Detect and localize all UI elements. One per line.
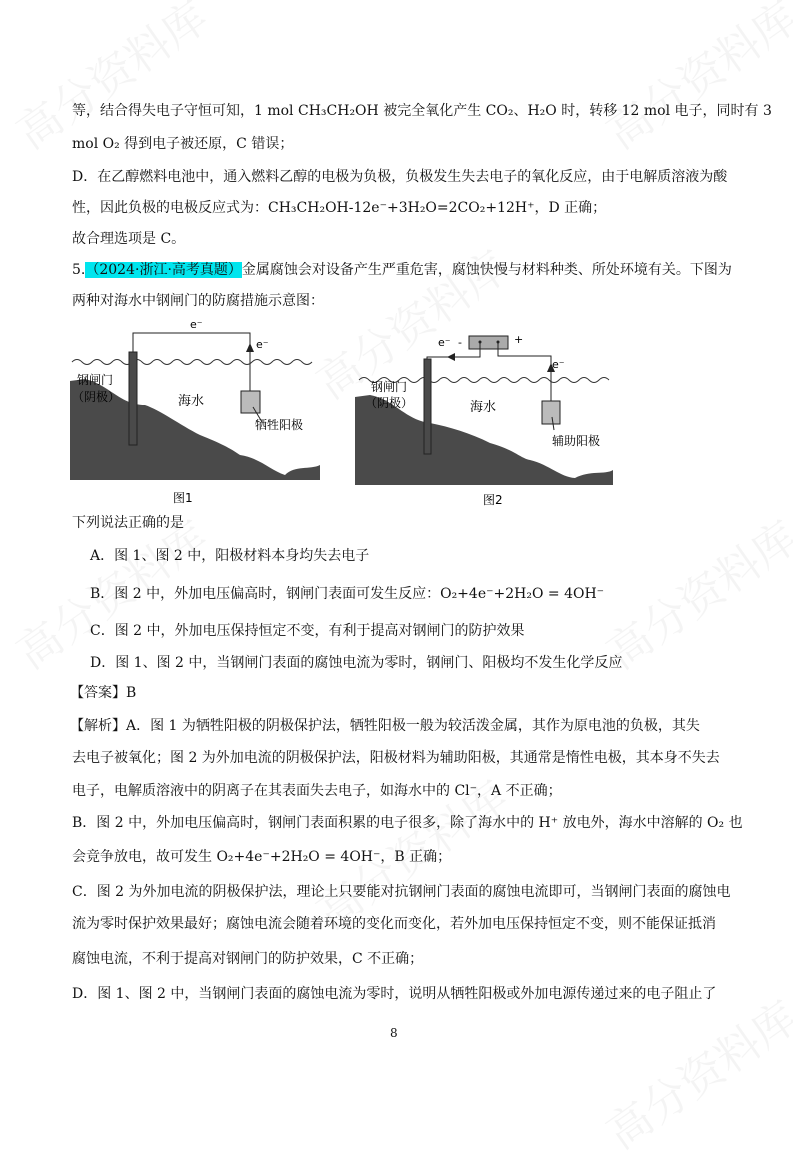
electron-label: e⁻ [256, 338, 269, 351]
option-b: B．图 2 中，外加电压偏高时，钢闸门表面可发生反应：O₂+4e⁻+2H₂O = 4OH⁻ [90, 586, 605, 602]
plus-label: + [514, 333, 524, 346]
option-a: A．图 1、图 2 中，阳极材料本身均失去电子 [90, 548, 370, 564]
electron-label: e⁻ [552, 358, 565, 371]
gate-label: 钢闸门 [77, 373, 114, 387]
analysis-line: D．图 1、图 2 中，当钢闸门表面的腐蚀电流为零时，说明从牺牲阳极或外加电源传递过来的电子阻止了 [72, 986, 717, 1002]
gate-label: 钢闸门 [371, 380, 408, 394]
text-line: 故合理选项是 C。 [72, 231, 186, 247]
figure-2 [355, 315, 615, 515]
figure-caption: 图2 [483, 493, 503, 507]
gate-label: （阴极） [365, 396, 414, 410]
gate-label: （阴极） [72, 390, 121, 404]
question-stem [72, 260, 732, 280]
text-line: 等，结合得失电子守恒可知，1 mol CH₃CH₂OH 被完全氧化产生 CO₂、H₂O 时，转移 12 mol 电子，同时有 3 [72, 103, 772, 119]
watermark [592, 0, 793, 161]
minus-label: - [458, 336, 462, 349]
text-line: D．在乙醇燃料电池中，通入燃料乙醇的电极为负极，负极发生失去电子的氧化反应，由于电解质溶液为酸 [72, 169, 728, 185]
text-line: mol O₂ 得到电子被还原，C 错误； [72, 136, 294, 152]
analysis-line: 去电子被氧化；图 2 为外加电流的阴极保护法，阳极材料为辅助阳极，其通常是惰性电极，其本身不失去 [72, 750, 720, 766]
option-d: D．图 1、图 2 中，当钢闸门表面的腐蚀电流为零时，钢闸门、阳极均不发生化学反应 [90, 655, 623, 671]
anode-label: 辅助阳极 [552, 434, 601, 448]
anode-label: 牺牲阳极 [255, 418, 304, 432]
question-prompt: 下列说法正确的是 [72, 515, 184, 531]
figure-1 [70, 315, 320, 515]
seawater-label: 海水 [178, 394, 205, 409]
analysis-line: 电子，电解质溶液中的阴离子在其表面失去电子，如海水中的 Cl⁻，A 不正确； [72, 783, 562, 799]
figure-caption: 图1 [173, 491, 193, 505]
text-line: 性，因此负极的电极反应式为：CH₃CH₂OH-12e⁻+3H₂O=2CO₂+12H⁺，D 正确； [72, 200, 607, 216]
text-line: 两种对海水中钢闸门的防腐措施示意图： [72, 293, 324, 309]
question-source: （2024·浙江·高考真题） [85, 262, 242, 278]
stem-text: 金属腐蚀会对设备产生严重危害，腐蚀快慢与材料种类、所处环境有关。下图为 [241, 262, 732, 278]
analysis-line: C．图 2 为外加电流的阴极保护法，理论上只要能对抗钢闸门表面的腐蚀电流即可，当钢闸门表面的腐蚀电 [72, 884, 731, 900]
electron-label: e⁻ [438, 336, 451, 349]
analysis-line: 会竞争放电，故可发生 O₂+4e⁻+2H₂O = 4OH⁻，B 正确； [72, 849, 452, 865]
analysis-line: 流为零时保护效果最好；腐蚀电流会随着环境的变化而变化，若外加电压保持恒定不变，则不能保证抵消 [72, 916, 716, 932]
seawater-label: 海水 [470, 400, 497, 415]
answer: 【答案】B [70, 685, 137, 701]
electron-label: e⁻ [190, 318, 203, 331]
question-number: 5. [72, 262, 86, 278]
analysis-line: 【解析】A．图 1 为牺牲阳极的阴极保护法，牺牲阳极一般为较活泼金属，其作为原电池的负极，其失 [70, 718, 700, 734]
watermark [592, 983, 793, 1161]
option-c: C．图 2 中，外加电压保持恒定不变，有利于提高对钢闸门的防护效果 [90, 623, 525, 639]
page-number: 8 [390, 1026, 398, 1040]
analysis-line: B．图 2 中，外加电压偏高时，钢闸门表面积累的电子很多，除了海水中的 H⁺ 放电外，海水中溶解的 O₂ 也 [72, 815, 743, 831]
analysis-line: 腐蚀电流，不利于提高对钢闸门的防护效果，C 不正确； [72, 951, 424, 967]
